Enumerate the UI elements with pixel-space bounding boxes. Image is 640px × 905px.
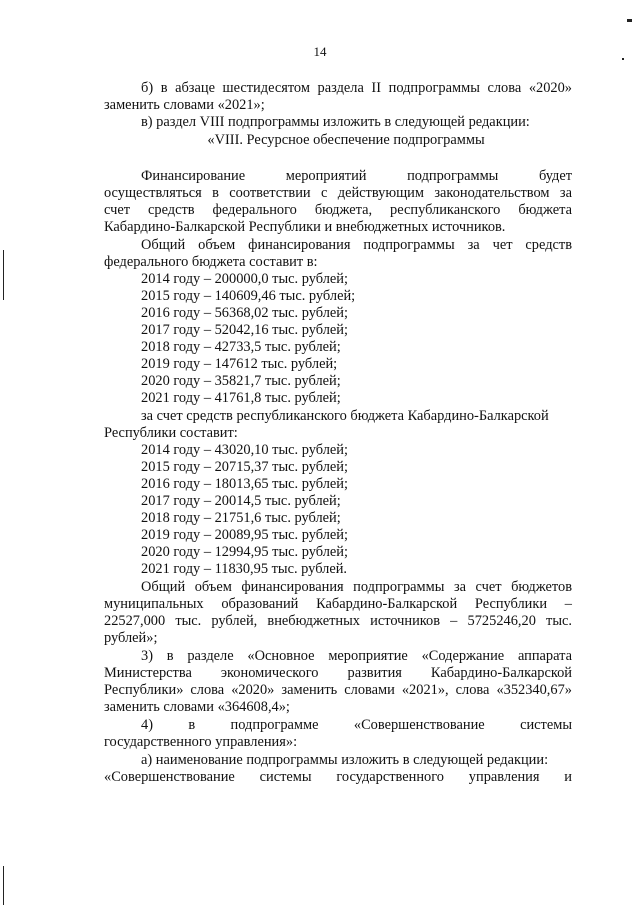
- text-line: «VIII. Ресурсное обеспечение подпрограммы: [207, 132, 485, 148]
- text-line: Общий объем финансирования подпрограммы за чет средств: [141, 237, 572, 253]
- text-line: 2015 году – 140609,46 тыс. рублей;: [141, 288, 356, 304]
- text-line: Республики» слова «2020» заменить словами «2021», слова «352340,67»: [104, 682, 572, 698]
- page-number: 14: [313, 44, 327, 59]
- text-line: осуществляться в соответствии с действующим законодательством за: [104, 185, 572, 201]
- text-line: 2019 году – 20089,95 тыс. рублей;: [141, 527, 348, 543]
- text-line: «Совершенствование системы государственного управления и: [104, 769, 572, 785]
- text-line: Кабардино-Балкарской Республики и внебюджетных источников.: [104, 219, 506, 235]
- text-line: государственного управления»:: [104, 734, 298, 750]
- text-line: за счет средств республиканского бюджета Кабардино-Балкарской: [141, 408, 549, 424]
- text-line: Министерства экономического развития Кабардино-Балкарской: [104, 665, 572, 681]
- text-line: а) наименование подпрограммы изложить в следующей редакции:: [141, 752, 549, 768]
- text-line: 2018 году – 42733,5 тыс. рублей;: [141, 339, 341, 355]
- text-line: 2020 году – 12994,95 тыс. рублей;: [141, 544, 348, 560]
- text-line: 2019 году – 147612 тыс. рублей;: [141, 356, 338, 372]
- text-line: муниципальных образований Кабардино-Балкарской Республики –: [104, 596, 572, 612]
- text-line: 2016 году – 18013,65 тыс. рублей;: [141, 476, 348, 492]
- scan-mark-right: [622, 58, 624, 60]
- text-line: 2015 году – 20715,37 тыс. рублей;: [141, 459, 348, 475]
- text-line: 3) в разделе «Основное мероприятие «Содержание аппарата: [141, 648, 572, 664]
- text-line: 2016 году – 56368,02 тыс. рублей;: [141, 305, 348, 321]
- text-line: 2014 году – 200000,0 тыс. рублей;: [141, 271, 348, 287]
- text-line: счет средств федерального бюджета, республиканского бюджета: [104, 202, 572, 218]
- text-line: б) в абзаце шестидесятом раздела II подпрограммы слова «2020»: [141, 80, 572, 96]
- text-line: 2017 году – 20014,5 тыс. рублей;: [141, 493, 341, 509]
- text-line: 2020 году – 35821,7 тыс. рублей;: [141, 373, 341, 389]
- text-line: 4) в подпрограмме «Совершенствование системы: [141, 717, 572, 733]
- scan-mark-top-right: [627, 19, 632, 22]
- text-line: Финансирование мероприятий подпрограммы будет: [141, 168, 572, 184]
- text-line: 2021 году – 41761,8 тыс. рублей;: [141, 390, 341, 406]
- scan-mark-left-bottom: [3, 866, 4, 905]
- text-line: Республики составит:: [104, 425, 238, 441]
- text-line: 22527,000 тыс. рублей, внебюджетных источников – 5725246,20 тыс.: [104, 613, 572, 629]
- scan-mark-left-top: [3, 250, 4, 300]
- text-line: рублей»;: [104, 630, 158, 646]
- text-line: Общий объем финансирования подпрограммы за счет бюджетов: [141, 579, 572, 595]
- text-line: заменить словами «2021»;: [104, 97, 265, 113]
- text-line: 2014 году – 43020,10 тыс. рублей;: [141, 442, 348, 458]
- text-line: в) раздел VIII подпрограммы изложить в следующей редакции:: [141, 114, 530, 130]
- text-line: 2021 году – 11830,95 тыс. рублей.: [141, 561, 348, 577]
- text-line: 2018 году – 21751,6 тыс. рублей;: [141, 510, 341, 526]
- text-line: федерального бюджета составит в:: [104, 254, 318, 270]
- text-line: заменить словами «364608,4»;: [104, 699, 290, 715]
- text-line: 2017 году – 52042,16 тыс. рублей;: [141, 322, 348, 338]
